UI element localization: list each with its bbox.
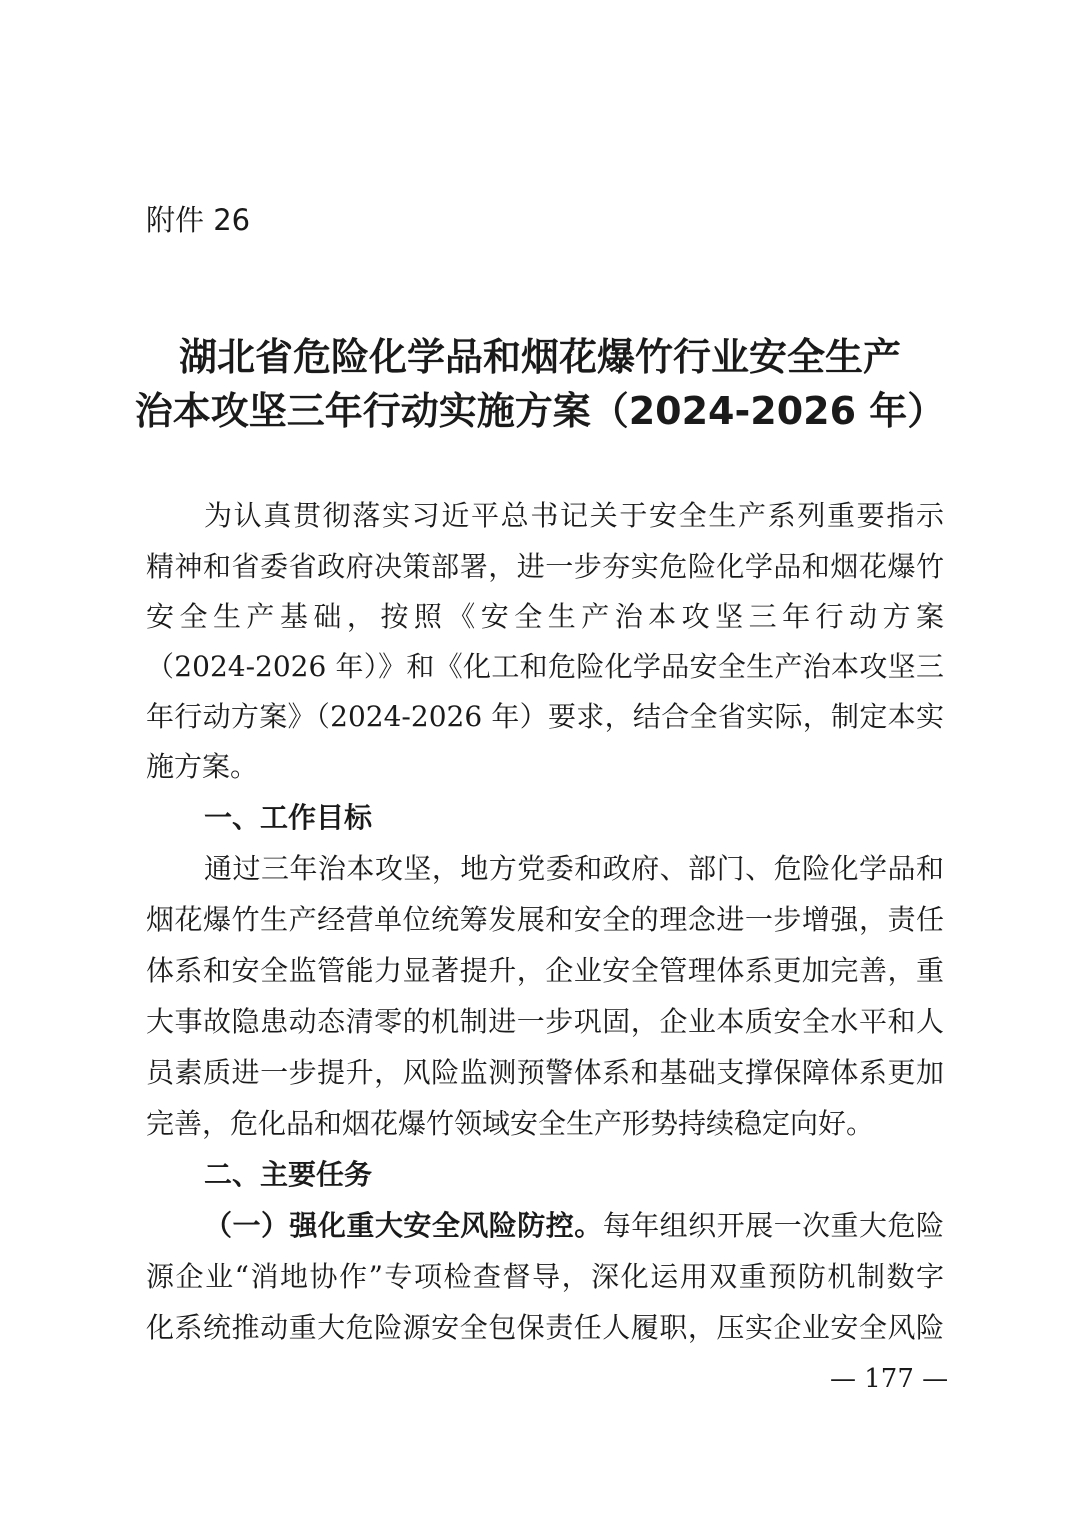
- goals-line: 完善，危化品和烟花爆竹领域安全生产形势持续稳定向好。: [146, 1107, 875, 1140]
- section-heading-tasks: 二、主要任务: [204, 1158, 373, 1191]
- intro-line: 精神和省委省政府决策部署，进一步夯实危险化学品和烟花爆竹: [146, 550, 944, 583]
- task-line: 源企业“消地协作”专项检查督导，深化运用双重预防机制数字: [146, 1260, 944, 1293]
- page-number: — 177 —: [830, 1364, 949, 1394]
- document-title-line-1: 湖北省危险化学品和烟花爆竹行业安全生产: [178, 335, 901, 379]
- goals-line: 通过三年治本攻坚，地方党委和政府、部门、危险化学品和: [204, 852, 944, 885]
- goals-line: 烟花爆竹生产经营单位统筹发展和安全的理念进一步增强，责任: [146, 903, 944, 936]
- section-heading-goals: 一、工作目标: [204, 801, 373, 834]
- goals-line: 员素质进一步提升，风险监测预警体系和基础支撑保障体系更加: [146, 1056, 944, 1089]
- intro-line: 年行动方案》（2024-2026 年）要求，结合全省实际，制定本实: [146, 700, 944, 733]
- attachment-label: 附件 26: [146, 203, 251, 237]
- goals-line: 体系和安全监管能力显著提升，企业安全管理体系更加完善，重: [146, 954, 944, 987]
- task-line: 化系统推动重大危险源安全包保责任人履职，压实企业安全风险: [146, 1311, 944, 1344]
- task-line: [204, 1206, 944, 1246]
- intro-line: 施方案。: [146, 750, 259, 783]
- task-1-text: 每年组织开展一次重大危险: [602, 1209, 944, 1242]
- goals-line: 大事故隐患动态清零的机制进一步巩固，企业本质安全水平和人: [146, 1005, 944, 1038]
- document-title-line-2: 治本攻坚三年行动实施方案（2024-2026 年）: [134, 389, 946, 433]
- task-1-heading: （一）强化重大安全风险防控。: [204, 1209, 603, 1242]
- intro-line: （2024-2026 年）》和《化工和危险化学品安全生产治本攻坚三: [146, 650, 944, 683]
- intro-line: 安全生产基础，按照《安全生产治本攻坚三年行动方案: [146, 600, 944, 633]
- intro-line: 为认真贯彻落实习近平总书记关于安全生产系列重要指示: [204, 499, 944, 532]
